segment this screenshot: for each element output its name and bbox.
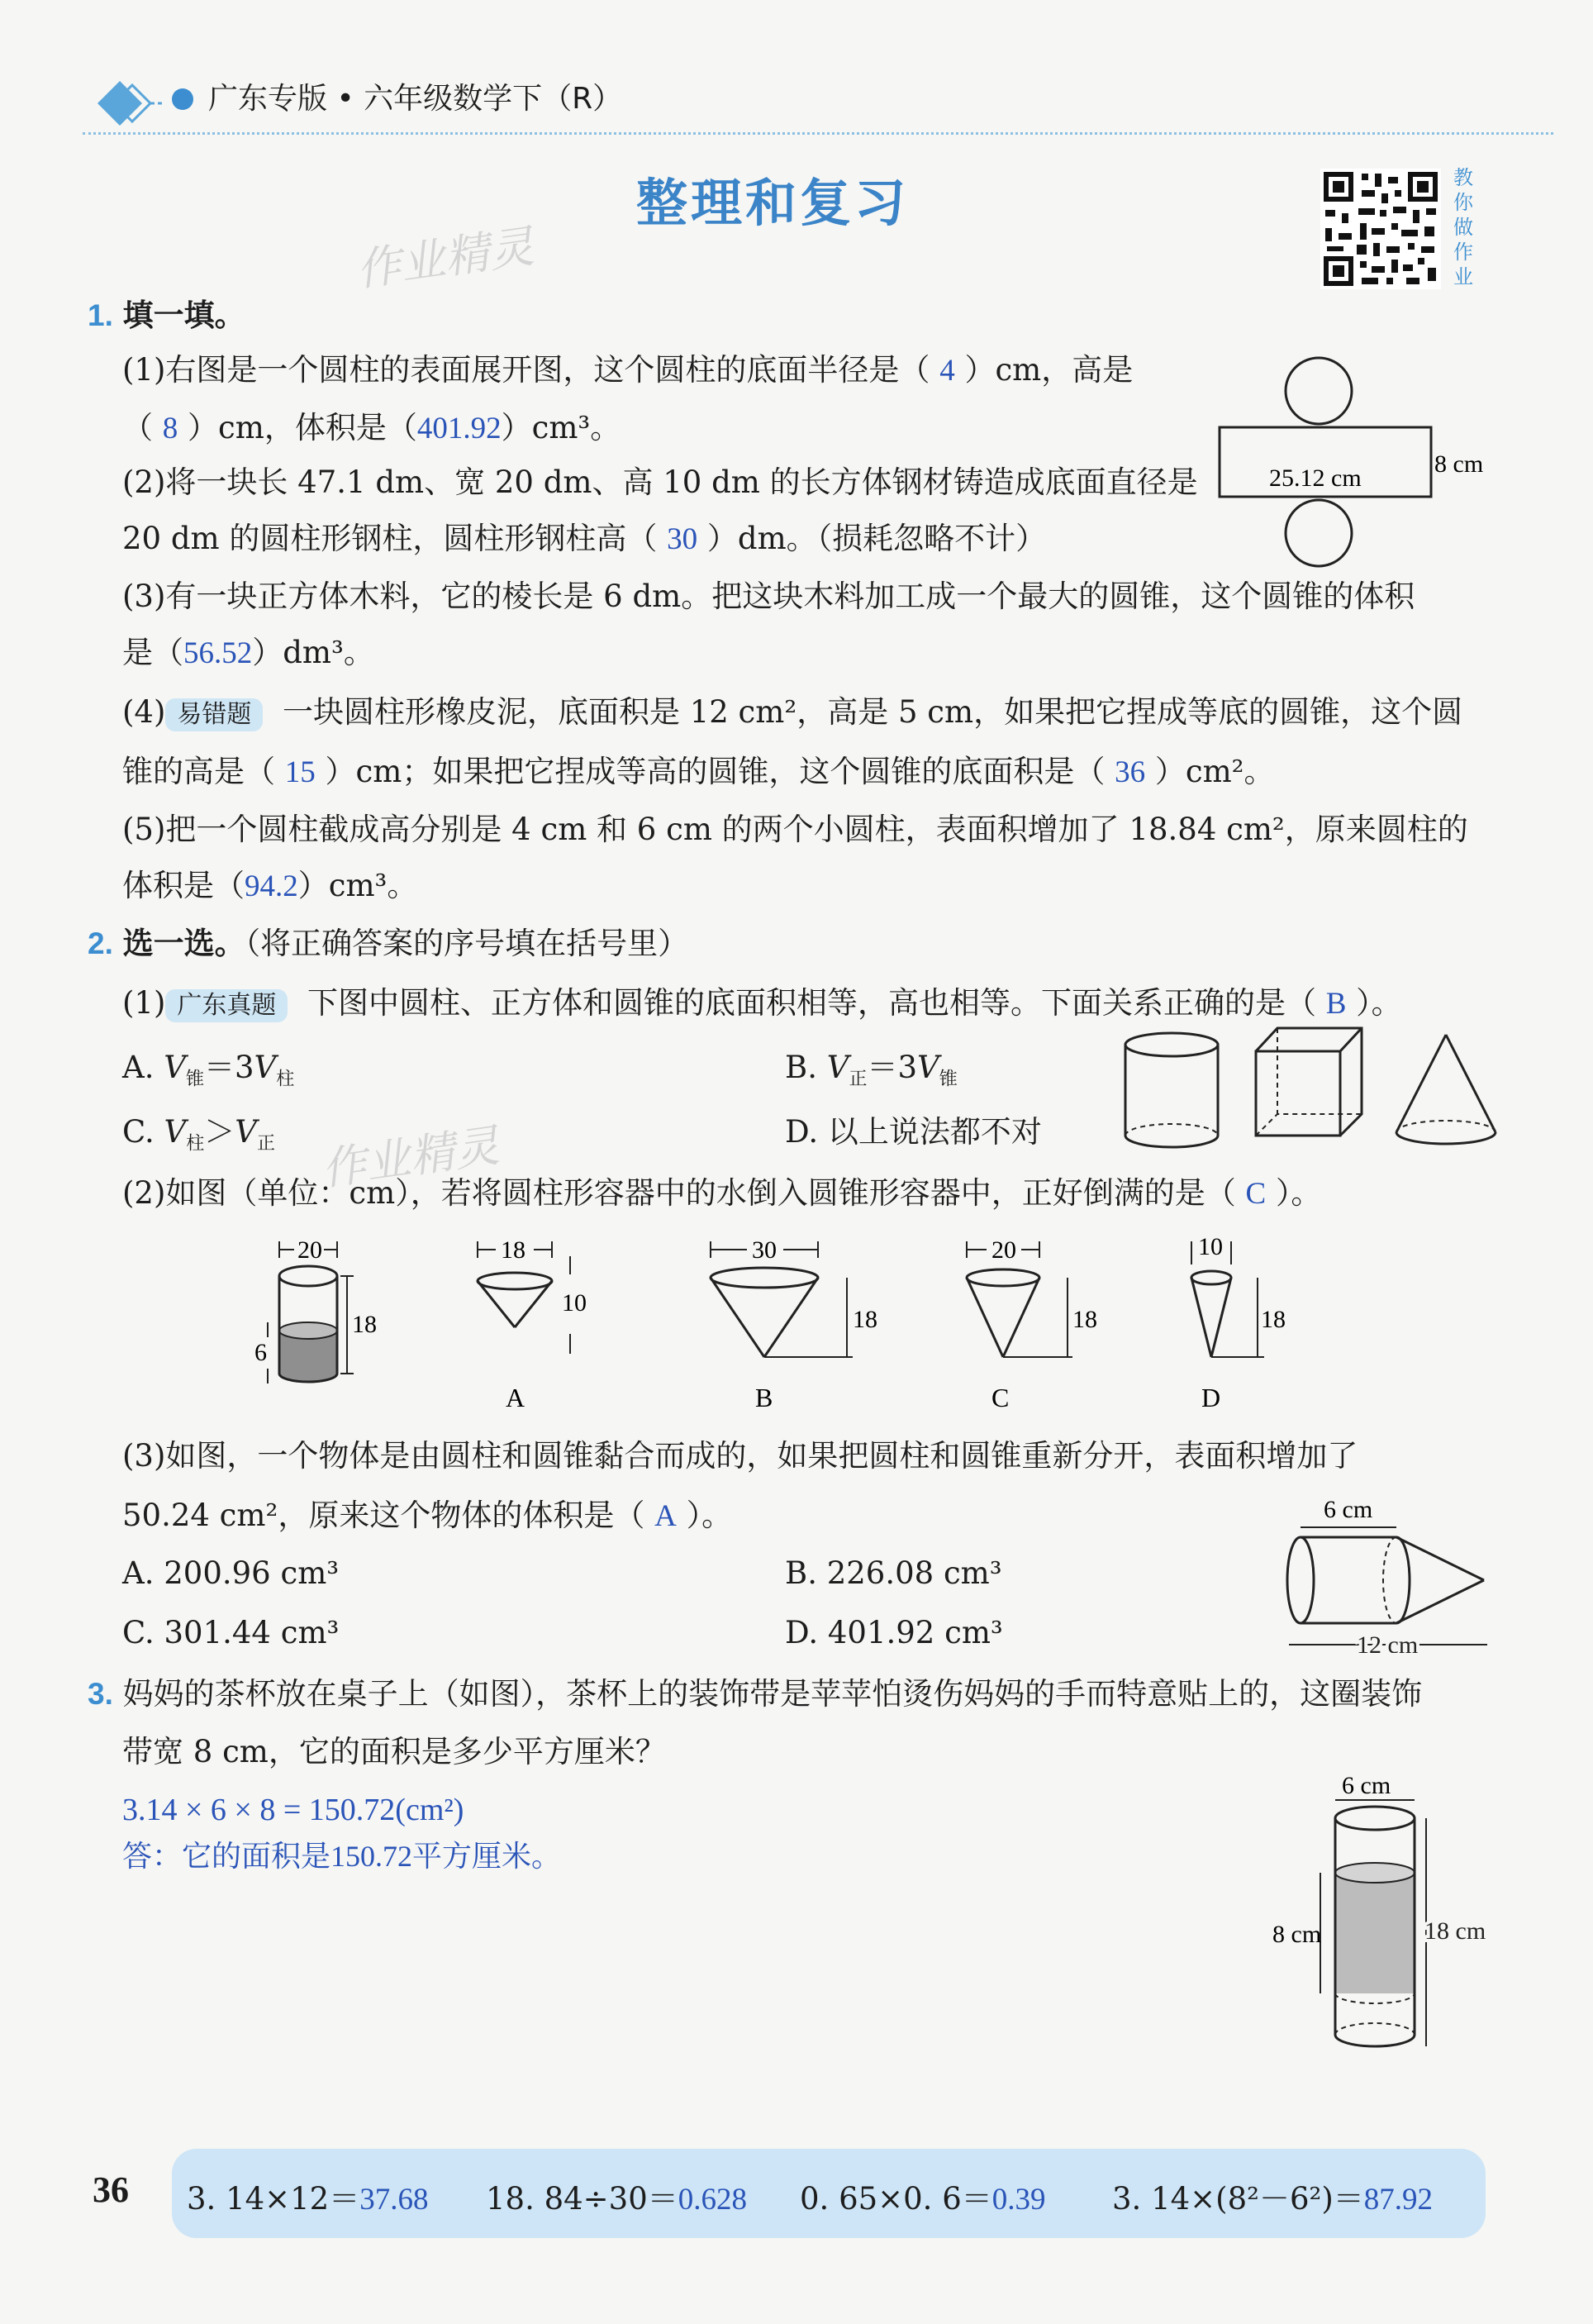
containers-figure bbox=[248, 1231, 1322, 1422]
svg-text:18: 18 bbox=[1261, 1306, 1286, 1333]
svg-text:C: C bbox=[991, 1383, 1010, 1412]
header-diamond-icon bbox=[83, 74, 174, 132]
svg-text:8 cm: 8 cm bbox=[1272, 1921, 1322, 1948]
svg-text:10: 10 bbox=[562, 1289, 587, 1317]
qr-side-label: 教 你 做 作 业 bbox=[1453, 166, 1473, 288]
q1-item-3-line-a: (3)有一块正方体木料，它的棱长是 6 dm。把这块木料加工成一个最大的圆锥，这个圆锥的体积 bbox=[122, 579, 1415, 614]
svg-text:30: 30 bbox=[752, 1236, 777, 1264]
q1-item-1-line-b: （ 8 ）cm，体积是（401.92）cm³。 bbox=[122, 410, 621, 445]
option3-a: A. 200.96 cm³ bbox=[122, 1555, 340, 1591]
answer: B bbox=[1325, 987, 1347, 1021]
page-title: 整理和复习 bbox=[636, 173, 910, 233]
svg-text:6 cm: 6 cm bbox=[1342, 1772, 1391, 1799]
svg-text:18: 18 bbox=[352, 1311, 377, 1338]
tag-badge: 易错题 bbox=[165, 698, 263, 731]
q2-item-1-text: (1) 广东真题 下图中圆柱、正方体和圆锥的底面积相等，高也相等。下面关系正确的是（ B ）。 bbox=[122, 985, 1402, 1021]
option-d: D. 以上说法都不对 bbox=[785, 1114, 1042, 1150]
cone-b bbox=[711, 1236, 877, 1412]
answer: 56.52 bbox=[183, 636, 253, 670]
answer: A bbox=[654, 1499, 677, 1533]
svg-text:18: 18 bbox=[501, 1236, 525, 1264]
q1-item-2-line-b: 20 dm 的圆柱形钢柱，圆柱形钢柱高（ 30 ）dm。（损耗忽略不计） bbox=[122, 521, 1047, 556]
svg-text:B: B bbox=[755, 1383, 773, 1412]
svg-text:6 cm: 6 cm bbox=[1324, 1496, 1373, 1523]
q2-item-2-text: (2)如图（单位：cm），若将圆柱形容器中的水倒入圆锥形容器中，正好倒满的是（ C ）。 bbox=[122, 1175, 1322, 1211]
watermark: 作业精灵 bbox=[318, 1119, 502, 1196]
header-divider bbox=[83, 132, 1553, 135]
option-c: C. $V_柱>V_正$ bbox=[122, 1114, 276, 1155]
cone-d bbox=[1191, 1233, 1286, 1412]
option3-d: D. 401.92 cm³ bbox=[785, 1615, 1003, 1650]
footer-calc-4: 3. 14×(8²－6²)＝87.92 bbox=[1112, 2181, 1434, 2217]
series-label: 广东专版 • 六年级数学下（R） bbox=[208, 82, 623, 116]
q1-item-3-line-b: 是（56.52）dm³。 bbox=[122, 635, 374, 670]
cone-a bbox=[478, 1236, 587, 1412]
q2-item-3-line-a: (3)如图，一个物体是由圆柱和圆锥黏合而成的，如果把圆柱和圆锥重新分开，表面积增加了 bbox=[122, 1438, 1358, 1474]
q1-item-5-line-a: (5)把一个圆柱截成高分别是 4 cm 和 6 cm 的两个小圆柱，表面积增加了 18.84 cm²，原来圆柱的 bbox=[122, 812, 1468, 847]
rect-height-label: 8 cm bbox=[1434, 450, 1484, 478]
q1-item-5-line-b: 体积是（94.2）cm³。 bbox=[122, 868, 418, 903]
q1-item-4-line-a: (4) 易错题 一块圆柱形橡皮泥，底面积是 12 cm²，高是 5 cm，如果把它捏成等底的圆锥，这个圆 bbox=[122, 694, 1463, 730]
answer: 94.2 bbox=[245, 869, 298, 903]
answer: 15 bbox=[284, 755, 316, 789]
cylinder-cone-figure bbox=[1272, 1488, 1504, 1653]
solids-figure bbox=[1124, 1025, 1504, 1157]
q1-item-1-line-a: (1)右图是一个圆柱的表面展开图，这个圆柱的底面半径是（ 4 ）cm，高是 bbox=[122, 352, 1134, 388]
answer: C bbox=[1245, 1177, 1267, 1211]
answer: 30 bbox=[667, 522, 698, 556]
svg-text:D: D bbox=[1201, 1383, 1221, 1412]
svg-text:20: 20 bbox=[297, 1236, 322, 1264]
q1-item-2-line-a: (2)将一块长 47.1 dm、宽 20 dm、高 10 dm 的长方体钢材铸造成底面直径是 bbox=[122, 464, 1198, 500]
cylinder-net-figure bbox=[1206, 351, 1504, 574]
footer-calc-3: 0. 65×0. 6＝0.39 bbox=[800, 2181, 1046, 2217]
option3-c: C. 301.44 cm³ bbox=[122, 1615, 340, 1650]
cone-c bbox=[967, 1236, 1097, 1412]
page-number: 36 bbox=[93, 2169, 129, 2210]
q3-answer-text: 答：它的面积是150.72平方厘米。 bbox=[122, 1840, 562, 1873]
svg-text:6: 6 bbox=[254, 1339, 267, 1366]
q1-item-4-line-b: 锥的高是（ 15 ）cm；如果把它捏成等高的圆锥，这个圆锥的底面积是（ 36 ）cm²。 bbox=[122, 754, 1275, 789]
option-b: B. $V_正=3V_锥$ bbox=[785, 1050, 958, 1090]
water-cylinder bbox=[254, 1236, 377, 1383]
tag-badge: 广东真题 bbox=[165, 989, 288, 1022]
question-2-heading: 2. 选一选。（将正确答案的序号填在括号里） bbox=[88, 926, 689, 961]
answer: 8 bbox=[162, 412, 178, 445]
svg-text:A: A bbox=[506, 1383, 525, 1412]
question-3-line-a: 3. 妈妈的茶杯放在桌子上（如图），茶杯上的装饰带是苹苹怕烫伤妈妈的手而特意贴上的，这圈装饰 bbox=[88, 1676, 1423, 1712]
watermark: 作业精灵 bbox=[353, 220, 537, 297]
answer: 36 bbox=[1115, 755, 1146, 789]
question-1-heading: 1. 填一填。 bbox=[88, 298, 245, 333]
svg-text:20: 20 bbox=[991, 1236, 1016, 1264]
footer-calc-1: 3. 14×12＝37.68 bbox=[187, 2181, 429, 2217]
tea-cup-figure bbox=[1272, 1769, 1504, 2066]
footer-calc-2: 18. 84÷30＝0.628 bbox=[486, 2181, 748, 2217]
svg-text:18: 18 bbox=[853, 1306, 877, 1333]
q2-item-3-line-b: 50.24 cm²，原来这个物体的体积是（ A ）。 bbox=[122, 1498, 733, 1533]
q3-answer-calc: 3.14 × 6 × 8 = 150.72(cm²) bbox=[122, 1793, 464, 1827]
option3-b: B. 226.08 cm³ bbox=[785, 1555, 1002, 1591]
answer: 4 bbox=[939, 354, 955, 388]
svg-text:10: 10 bbox=[1198, 1233, 1223, 1260]
qr-code[interactable] bbox=[1320, 169, 1441, 289]
option-a: A. $V_锥=3V_柱$ bbox=[122, 1050, 295, 1090]
svg-text:18 cm: 18 cm bbox=[1424, 1917, 1486, 1945]
svg-text:12 cm: 12 cm bbox=[1357, 1631, 1419, 1653]
question-3-line-b: 带宽 8 cm，它的面积是多少平方厘米？ bbox=[122, 1734, 666, 1769]
svg-text:18: 18 bbox=[1072, 1306, 1097, 1333]
answer: 401.92 bbox=[416, 412, 502, 445]
header-dot-icon bbox=[172, 88, 193, 110]
rect-length-label: 25.12 cm bbox=[1269, 464, 1362, 492]
